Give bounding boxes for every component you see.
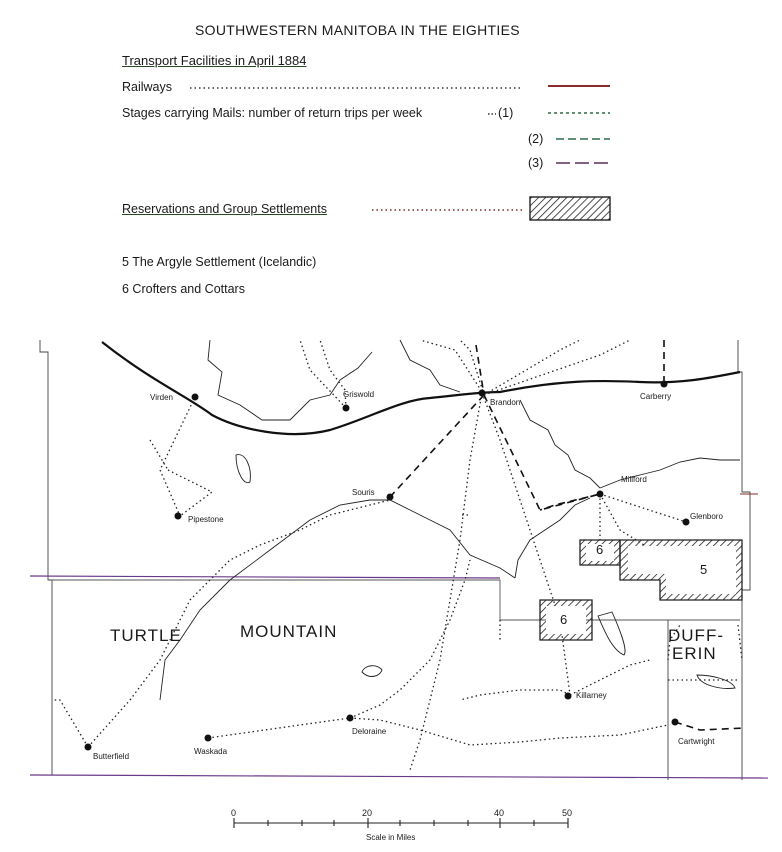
settlement-label-6-south: 6	[560, 612, 568, 627]
town-dot-butterfield	[85, 744, 92, 751]
region-label-turtle: TURTLE	[110, 626, 182, 645]
stage-routes-2	[390, 340, 745, 730]
legend-stages-label: Stages carrying Mails: number of return trips per week	[122, 106, 423, 120]
town-dot-virden	[192, 394, 199, 401]
town-label-souris: Souris	[352, 488, 375, 497]
region-label-erin: ERIN	[672, 644, 717, 663]
legend-heading: Transport Facilities in April 1884	[122, 53, 307, 68]
town-dot-waskada	[205, 735, 212, 742]
scale-tick-20: 20	[362, 808, 373, 818]
town-label-pipestone: Pipestone	[188, 515, 224, 524]
legend-stage-3: (3)	[528, 156, 544, 170]
town-label-waskada: Waskada	[194, 747, 228, 756]
map-title: SOUTHWESTERN MANITOBA IN THE EIGHTIES	[195, 22, 520, 38]
town-dot-brandon	[479, 390, 486, 397]
note-crofters: 6 Crofters and Cottars	[122, 282, 245, 296]
town-label-deloraine: Deloraine	[352, 727, 387, 736]
legend-reservations-label: Reservations and Group Settlements	[122, 202, 327, 216]
town-dot-glenboro	[683, 519, 690, 526]
town-label-millford: Millford	[621, 475, 647, 484]
region-label-duff: DUFF-	[668, 626, 724, 645]
town-dot-deloraine	[347, 715, 354, 722]
town-label-butterfield: Butterfield	[93, 752, 130, 761]
railway-line	[102, 342, 740, 434]
scale-tick-0: 0	[231, 808, 237, 818]
legend-reservation-swatch	[530, 197, 610, 220]
town-dot-pipestone	[175, 513, 182, 520]
region-label-mountain: MOUNTAIN	[240, 622, 338, 641]
town-dot-griswold	[343, 405, 350, 412]
settlements	[540, 540, 742, 640]
town-label-virden: Virden	[150, 393, 173, 402]
town-dot-millford	[597, 491, 604, 498]
town-label-carberry: Carberry	[640, 392, 672, 401]
town-dot-carberry	[661, 381, 668, 388]
settlement-label-6-north: 6	[596, 542, 604, 557]
scale-label: Scale in Miles	[366, 833, 416, 842]
town-dot-souris	[387, 494, 394, 501]
town-label-cartwright: Cartwright	[678, 737, 715, 746]
scale-tick-40: 40	[494, 808, 505, 818]
note-argyle: 5 The Argyle Settlement (Icelandic)	[122, 255, 317, 269]
town-label-brandon: Brandon	[490, 398, 521, 407]
legend-stage-2: (2)	[528, 132, 544, 146]
town-label-glenboro: Glenboro	[690, 512, 723, 521]
legend-stage-1: (1)	[498, 106, 514, 120]
legend-symbols	[190, 86, 610, 220]
scale-tick-50: 50	[562, 808, 573, 818]
settlement-label-5: 5	[700, 562, 708, 577]
legend-railways-label: Railways	[122, 80, 173, 94]
town-label-griswold: Griswold	[343, 390, 375, 399]
town-dot-cartwright	[672, 719, 679, 726]
town-label-killarney: Killarney	[576, 691, 607, 700]
town-dot-killarney	[565, 693, 572, 700]
scale-bar	[234, 818, 568, 828]
